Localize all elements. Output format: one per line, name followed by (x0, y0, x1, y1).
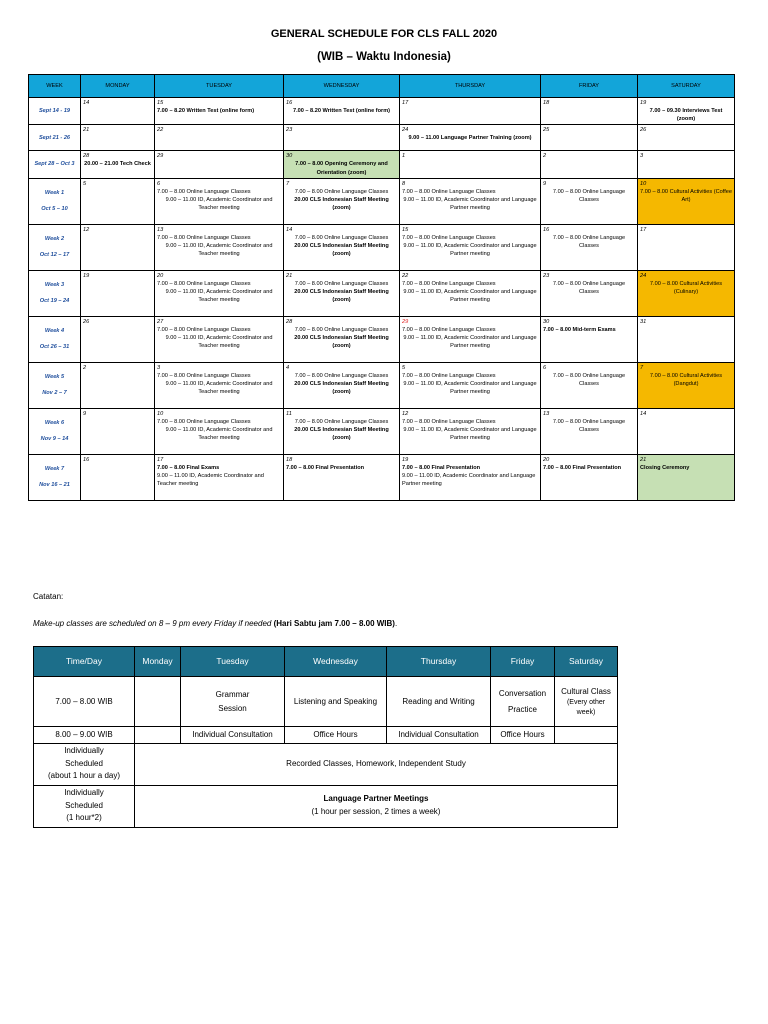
day-cell (155, 408, 284, 454)
day-cell (284, 270, 400, 316)
day-cell (284, 316, 400, 362)
day-number: 18 (543, 100, 550, 106)
day-number: 24 (640, 272, 647, 279)
weekly-row-8am (34, 727, 618, 744)
day-cell (638, 454, 735, 500)
week-label-cell (29, 224, 81, 270)
day-cell (541, 98, 638, 125)
week-label: Nov 9 – 14 (40, 436, 69, 443)
day-cell (400, 454, 541, 500)
day-number: 19 (83, 272, 90, 279)
event-text: 7.00 – 8.00 Online Language Classes (294, 188, 389, 195)
day-number: 12 (83, 226, 90, 233)
calendar-week-row (29, 454, 735, 500)
day-number: 3 (640, 153, 644, 160)
language-partner-cell: Language Partner Meetings (1 hour per session, 2 times a week) (135, 785, 618, 827)
wednesday-cell: Office Hours (285, 727, 387, 744)
week-label-cell (29, 151, 81, 178)
event-text: 7.00 – 8.00 Online Language Classes (294, 280, 389, 287)
day-cell (541, 454, 638, 500)
calendar-header-cell: MONDAY (81, 75, 155, 98)
week-label: Oct 12 – 17 (39, 252, 70, 259)
day-number: 9 (83, 410, 87, 417)
day-number: 22 (402, 272, 409, 279)
event-text: 9.00 – 11.00 ID, Academic Coordinator and Teacher meeting (165, 288, 273, 303)
day-number: 26 (640, 127, 647, 134)
week-label: Oct 5 – 10 (41, 206, 68, 213)
event-text: 9.00 – 11.00 ID, Academic Coordinator and Teacher meeting (165, 426, 273, 441)
day-cell (155, 224, 284, 270)
day-number: 29 (402, 318, 409, 325)
event-text: 7.00 – 09.30 Interviews Test (zoom) (649, 108, 723, 123)
day-cell (400, 408, 541, 454)
event-text: Closing Ceremony (640, 464, 690, 471)
wednesday-cell: Listening and Speaking (285, 677, 387, 727)
day-number: 10 (640, 180, 647, 187)
day-number: 13 (543, 410, 550, 417)
day-number: 9 (543, 180, 547, 187)
event-text: 7.00 – 8.00 Online Language Classes (402, 326, 496, 333)
day-number: 28 (286, 318, 293, 325)
calendar-week-row (29, 98, 735, 125)
day-cell (541, 151, 638, 178)
calendar-week-row (29, 224, 735, 270)
day-number: 15 (402, 226, 409, 233)
event-text: 7.00 – 8.00 Final Presentation (286, 464, 365, 471)
event-text: 9.00 – 11.00 ID, Academic Coordinator and Language Partner meeting (403, 288, 537, 303)
event-text: 7.00 – 8.00 Online Language Classes (402, 234, 496, 241)
event-text: 7.00 – 8.00 Online Language Classes (157, 280, 251, 287)
event-text: 7.00 – 8.00 Online Language Classes (552, 234, 626, 249)
day-number: 26 (83, 318, 90, 325)
day-cell (81, 151, 155, 178)
day-cell (541, 316, 638, 362)
page-subtitle: (WIB – Waktu Indonesia) (317, 51, 451, 63)
day-cell (284, 362, 400, 408)
day-number: 20 (157, 272, 164, 279)
day-number: 2 (543, 153, 547, 160)
event-text: 9.00 – 11.00 ID, Academic Coordinator and Teacher meeting (165, 380, 273, 395)
day-cell (155, 454, 284, 500)
notes-label: Catatan: (33, 592, 64, 601)
event-text: 7.00 – 8.00 Online Language Classes (157, 234, 251, 241)
event-text: 7.00 – 8.00 Online Language Classes (402, 188, 496, 195)
calendar-header-cell: THURSDAY (400, 75, 541, 98)
day-number: 25 (543, 127, 550, 134)
weekly-row-language-partner (34, 785, 618, 827)
event-text: 7.00 – 8.00 Online Language Classes (294, 418, 389, 425)
event-text: 7.00 – 8.20 Written Test (online form) (292, 108, 391, 115)
day-number: 4 (286, 364, 290, 371)
day-cell (638, 224, 735, 270)
day-number: 14 (286, 226, 293, 233)
event-text: 20.00 CLS Indonesian Staff Meeting (zoom) (294, 426, 389, 441)
week-label-cell (29, 316, 81, 362)
tuesday-cell: Grammar Session (181, 677, 285, 727)
day-number: 29 (157, 153, 164, 160)
calendar-header-cell: FRIDAY (541, 75, 638, 98)
day-number: 8 (402, 180, 406, 187)
event-text: 7.00 – 8.00 Online Language Classes (294, 326, 389, 333)
day-cell (541, 362, 638, 408)
event-text: 7.00 – 8.00 Opening Ceremony and Orientation (zoom) (295, 161, 388, 176)
week-label: Oct 26 – 31 (39, 344, 70, 351)
day-number: 12 (402, 410, 409, 417)
day-cell (284, 408, 400, 454)
time-cell: Individually Scheduled (1 hour*2) (34, 785, 135, 827)
day-cell (541, 178, 638, 224)
day-cell (81, 408, 155, 454)
event-text: 9.00 – 11.00 Language Partner Training (zoom) (408, 135, 532, 142)
day-number: 2 (83, 364, 87, 371)
calendar-week-row (29, 151, 735, 178)
day-number: 23 (286, 127, 293, 134)
day-number: 18 (286, 456, 293, 463)
day-number: 20 (543, 456, 550, 463)
weekly-header-cell: Thursday (387, 647, 491, 677)
event-text: 7.00 – 8.20 Written Test (online form) (157, 108, 255, 115)
day-cell (400, 151, 541, 178)
calendar-week-row (29, 362, 735, 408)
event-text: 7.00 – 8.00 Online Language Classes (157, 326, 251, 333)
week-label: Week 6 (44, 420, 65, 427)
event-text: 7.00 – 8.00 Cultural Activities (Coffee Art) (640, 188, 732, 203)
day-cell (81, 362, 155, 408)
weekly-header-cell: Friday (491, 647, 555, 677)
day-cell (155, 362, 284, 408)
day-cell (81, 316, 155, 362)
day-cell (400, 125, 541, 151)
day-cell (638, 125, 735, 151)
day-cell (638, 98, 735, 125)
day-number: 10 (157, 410, 164, 417)
weekly-header-row (34, 647, 618, 677)
calendar-week-row (29, 178, 735, 224)
day-cell (541, 125, 638, 151)
week-label-cell (29, 362, 81, 408)
calendar-table (28, 74, 735, 501)
day-number: 17 (402, 100, 409, 106)
event-text: 7.00 – 8.00 Cultural Activities (Dangdut) (649, 372, 723, 387)
event-text: 9.00 – 11.00 ID, Academic Coordinator and Language Partner meeting (403, 196, 537, 211)
event-text: 20.00 CLS Indonesian Staff Meeting (zoom) (294, 242, 389, 257)
event-text: 9.00 – 11.00 ID, Academic Coordinator and Teacher meeting (157, 472, 264, 487)
event-text: 20.00 CLS Indonesian Staff Meeting (zoom) (294, 380, 389, 395)
week-label: Week 1 (44, 190, 65, 197)
day-number: 21 (640, 456, 647, 463)
day-cell (155, 178, 284, 224)
day-cell (400, 98, 541, 125)
day-cell (284, 178, 400, 224)
day-cell (541, 224, 638, 270)
day-cell (284, 98, 400, 125)
event-text: 7.00 – 8.00 Online Language Classes (157, 372, 251, 379)
week-label: Nov 2 – 7 (42, 390, 67, 397)
day-cell (400, 178, 541, 224)
event-text: 7.00 – 8.00 Final Exams (157, 464, 220, 471)
makeup-note: Make-up classes are scheduled on 8 – 9 pm every Friday if needed (Hari Sabtu jam 7.00 – 8.00 WIB). (33, 619, 398, 628)
day-cell (638, 151, 735, 178)
day-cell (81, 454, 155, 500)
day-number: 21 (286, 272, 293, 279)
event-text: 7.00 – 8.00 Final Presentation (402, 464, 481, 471)
day-cell (284, 224, 400, 270)
week-label-cell (29, 454, 81, 500)
calendar-header-cell: WEDNESDAY (284, 75, 400, 98)
event-text: 20.00 CLS Indonesian Staff Meeting (zoom) (294, 334, 389, 349)
day-number: 30 (286, 153, 293, 160)
calendar-header-row (29, 75, 735, 98)
event-text: 9.00 – 11.00 ID, Academic Coordinator and Teacher meeting (165, 242, 273, 257)
day-number: 22 (157, 127, 164, 134)
day-cell (400, 270, 541, 316)
day-cell (155, 98, 284, 125)
day-cell (400, 224, 541, 270)
day-cell (638, 178, 735, 224)
day-number: 30 (543, 318, 550, 325)
week-label: Nov 16 – 21 (39, 482, 70, 489)
day-cell (638, 316, 735, 362)
week-label-cell (29, 98, 81, 125)
week-label: Week 2 (44, 236, 65, 243)
day-number: 31 (640, 318, 647, 325)
weekly-header-cell: Wednesday (285, 647, 387, 677)
week-label: Week 5 (44, 374, 65, 381)
calendar-header-cell: WEEK (29, 75, 81, 98)
day-cell (155, 270, 284, 316)
weekly-row-independent (34, 743, 618, 785)
weekly-header-cell: Tuesday (181, 647, 285, 677)
weekly-header-cell: Time/Day (34, 647, 135, 677)
day-number: 15 (157, 100, 164, 106)
saturday-cell: Cultural Class (Every other week) (555, 677, 618, 727)
day-cell (81, 178, 155, 224)
weekly-row-7am (34, 677, 618, 727)
day-number: 14 (640, 410, 647, 417)
week-label: Sept 21 - 26 (38, 134, 71, 141)
day-number: 23 (543, 272, 550, 279)
day-number: 24 (402, 127, 409, 134)
day-number: 19 (640, 100, 647, 106)
event-text: 9.00 – 11.00 ID, Academic Coordinator and Language Partner meeting (403, 334, 537, 349)
event-text: 9.00 – 11.00 ID, Academic Coordinator and Language Partner meeting (402, 472, 536, 487)
event-text: 9.00 – 11.00 ID, Academic Coordinator and Language Partner meeting (403, 380, 537, 395)
day-cell (81, 98, 155, 125)
event-text: 9.00 – 11.00 ID, Academic Coordinator and Teacher meeting (165, 334, 273, 349)
day-number: 28 (83, 153, 90, 160)
day-number: 17 (157, 456, 164, 463)
thursday-cell: Reading and Writing (387, 677, 491, 727)
calendar-week-row (29, 408, 735, 454)
event-text: 9.00 – 11.00 ID, Academic Coordinator and Teacher meeting (165, 196, 273, 211)
day-number: 11 (286, 410, 292, 417)
day-number: 19 (402, 456, 409, 463)
day-cell (400, 316, 541, 362)
day-cell (284, 125, 400, 151)
day-number: 16 (83, 456, 90, 463)
day-number: 6 (543, 364, 547, 371)
event-text: 7.00 – 8.00 Online Language Classes (402, 418, 496, 425)
day-cell (155, 316, 284, 362)
event-text: 9.00 – 11.00 ID, Academic Coordinator and Language Partner meeting (403, 426, 537, 441)
event-text: 7.00 – 8.00 Cultural Activities (Culinary) (649, 280, 723, 295)
day-cell (400, 362, 541, 408)
day-cell (541, 408, 638, 454)
calendar-week-row (29, 270, 735, 316)
day-cell (284, 151, 400, 178)
day-number: 17 (640, 226, 647, 233)
week-label: Sept 28 – Oct 3 (34, 161, 75, 168)
week-label-cell (29, 125, 81, 151)
event-text: 7.00 – 8.00 Online Language Classes (552, 372, 626, 387)
thursday-cell: Individual Consultation (387, 727, 491, 744)
weekly-schedule-table (33, 646, 618, 828)
tuesday-cell: Individual Consultation (181, 727, 285, 744)
independent-study-cell: Recorded Classes, Homework, Independent Study (135, 743, 618, 785)
day-number: 14 (83, 100, 90, 106)
calendar-body (29, 98, 735, 501)
week-label-cell (29, 178, 81, 224)
time-cell: 7.00 – 8.00 WIB (34, 677, 135, 727)
day-number: 1 (402, 153, 406, 160)
page-title: GENERAL SCHEDULE FOR CLS FALL 2020 (270, 28, 498, 40)
event-text: 7.00 – 8.00 Mid-term Exams (543, 326, 616, 333)
calendar-header-cell: TUESDAY (155, 75, 284, 98)
day-cell (81, 125, 155, 151)
event-text: 7.00 – 8.00 Online Language Classes (157, 188, 251, 195)
day-number: 7 (286, 180, 290, 187)
week-label: Sept 14 - 19 (38, 108, 71, 115)
monday-cell (135, 727, 181, 744)
time-cell: 8.00 – 9.00 WIB (34, 727, 135, 744)
day-cell (638, 270, 735, 316)
event-text: 7.00 – 8.00 Online Language Classes (157, 418, 251, 425)
event-text: 7.00 – 8.00 Online Language Classes (552, 418, 626, 433)
event-text: 7.00 – 8.00 Online Language Classes (402, 280, 496, 287)
week-label-cell (29, 408, 81, 454)
day-number: 21 (83, 127, 90, 134)
event-text: 7.00 – 8.00 Online Language Classes (402, 372, 496, 379)
day-number: 16 (286, 100, 293, 106)
week-label: Oct 19 – 24 (39, 298, 70, 305)
day-cell (638, 408, 735, 454)
day-number: 5 (83, 180, 87, 187)
day-cell (284, 454, 400, 500)
day-number: 6 (157, 180, 161, 187)
day-number: 5 (402, 364, 406, 371)
time-cell: Individually Scheduled (about 1 hour a day) (34, 743, 135, 785)
event-text: 7.00 – 8.00 Online Language Classes (552, 280, 626, 295)
event-text: 7.00 – 8.00 Online Language Classes (552, 188, 626, 203)
calendar-week-row (29, 316, 735, 362)
friday-cell: Conversation Practice (491, 677, 555, 727)
event-text: 7.00 – 8.00 Final Presentation (543, 464, 622, 471)
event-text: 20.00 CLS Indonesian Staff Meeting (zoom) (294, 288, 389, 303)
day-cell (155, 151, 284, 178)
friday-cell: Office Hours (491, 727, 555, 744)
week-label: Week 4 (44, 328, 65, 335)
event-text: 7.00 – 8.00 Online Language Classes (294, 234, 389, 241)
saturday-cell (555, 727, 618, 744)
event-text: 7.00 – 8.00 Online Language Classes (294, 372, 389, 379)
day-number: 7 (640, 364, 644, 371)
calendar-header-cell: SATURDAY (638, 75, 735, 98)
day-cell (81, 224, 155, 270)
calendar-week-row (29, 125, 735, 151)
day-cell (155, 125, 284, 151)
week-label: Week 3 (44, 282, 65, 289)
event-text: 9.00 – 11.00 ID, Academic Coordinator and Language Partner meeting (403, 242, 537, 257)
day-cell (541, 270, 638, 316)
day-number: 27 (157, 318, 164, 325)
weekly-header-cell: Saturday (555, 647, 618, 677)
day-number: 13 (157, 226, 164, 233)
day-number: 3 (157, 364, 161, 371)
day-number: 16 (543, 226, 550, 233)
event-text: 20.00 CLS Indonesian Staff Meeting (zoom) (294, 196, 389, 211)
monday-cell (135, 677, 181, 727)
event-text: 20.00 – 21.00 Tech Check (84, 161, 151, 168)
week-label-cell (29, 270, 81, 316)
day-cell (81, 270, 155, 316)
weekly-header-cell: Monday (135, 647, 181, 677)
day-cell (638, 362, 735, 408)
week-label: Week 7 (44, 466, 65, 473)
